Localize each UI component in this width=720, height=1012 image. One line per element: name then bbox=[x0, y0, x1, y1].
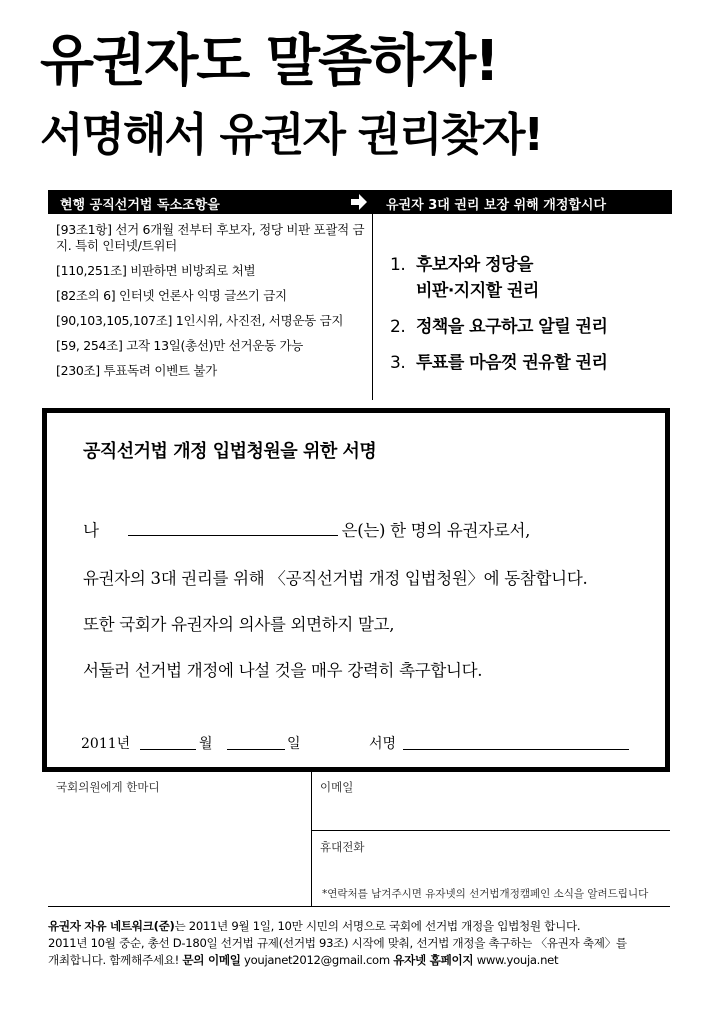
phone-field[interactable] bbox=[316, 855, 670, 883]
right-text-2: 비판·지지할 권리 bbox=[416, 281, 539, 301]
phone-label: 휴대전화 bbox=[320, 840, 365, 854]
email-field[interactable] bbox=[316, 795, 670, 829]
rights-list bbox=[390, 252, 670, 386]
email-label: 이메일 bbox=[320, 780, 354, 794]
date-year: 2011년 bbox=[81, 736, 131, 752]
day-field[interactable] bbox=[227, 735, 285, 750]
right-text: 후보자와 정당을 bbox=[416, 255, 533, 275]
law-list bbox=[56, 222, 366, 388]
homepage-link[interactable]: www.youja.net bbox=[476, 953, 559, 967]
petition-line-4: 서둘러 선거법 개정에 나설 것을 매우 강력히 촉구합니다. bbox=[83, 661, 483, 680]
footer-text bbox=[48, 918, 678, 969]
right-number: 2. bbox=[390, 317, 406, 337]
message-label: 국회의원에게 한마디 bbox=[56, 780, 160, 794]
bar-left-label: 현행 공직선거법 독소조항을 bbox=[60, 198, 220, 213]
contact-label: 문의 이메일 bbox=[182, 953, 241, 967]
page-subtitle: 서명해서 유권자 권리찾자! bbox=[40, 108, 543, 161]
name-field[interactable] bbox=[128, 521, 338, 536]
right-number: 1. bbox=[390, 255, 406, 275]
footer-line-2: 2011년 10월 중순, 총선 D-180일 선거법 규제(선거법 93조) 시작에 맞춰, 선거법 개정을 촉구하는 〈유권자 축제〉를 bbox=[48, 936, 627, 950]
footer-line-3 bbox=[48, 952, 678, 969]
month-field[interactable] bbox=[140, 735, 196, 750]
contact-email-link[interactable]: youjanet2012@gmail.com bbox=[244, 953, 390, 967]
petition-line-1 bbox=[83, 517, 530, 541]
section-header-bar bbox=[48, 190, 672, 214]
date-day: 일 bbox=[287, 736, 301, 752]
form-separator bbox=[312, 830, 670, 831]
footer-org: 유권자 자유 네트워크(준) bbox=[48, 919, 175, 933]
right-item bbox=[390, 252, 670, 304]
page-title: 유권자도 말좀하자! bbox=[40, 29, 498, 94]
right-text: 정책을 요구하고 알릴 권리 bbox=[416, 317, 608, 337]
petition-line-3: 또한 국회가 유권자의 의사를 외면하지 말고, bbox=[83, 615, 395, 634]
footer-line-1 bbox=[48, 918, 678, 935]
list-item: [82조의 6] 인터넷 언론사 익명 글쓰기 금지 bbox=[56, 288, 287, 303]
petition-line-2: 유권자의 3대 권리를 위해 〈공직선거법 개정 입법청원〉에 동참합니다. bbox=[83, 569, 588, 588]
footer-text-1: 는 2011년 9월 1일, 10만 시민의 서명으로 국회에 선거법 개정을 입법청원 합니다. bbox=[174, 919, 581, 933]
footer-text-3: 개최합니다. 함께해주세요! bbox=[48, 953, 180, 967]
date-month: 월 bbox=[199, 736, 213, 752]
list-item: [90,103,105,107조] 1인시위, 사진전, 서명운동 금지 bbox=[56, 313, 344, 328]
right-item bbox=[390, 314, 670, 340]
right-item bbox=[390, 350, 670, 376]
list-item: [59, 254조] 고작 13일(총선)만 선거운동 가능 bbox=[56, 338, 303, 353]
form-divider bbox=[311, 772, 312, 906]
list-item: [230조] 투표독려 이벤트 불가 bbox=[56, 363, 217, 378]
arrow-right-icon bbox=[350, 193, 368, 211]
petition-line-1-rest: 은(는) 한 명의 유권자로서, bbox=[341, 521, 531, 540]
message-field[interactable] bbox=[48, 795, 310, 905]
list-item: [93조1항] 선거 6개월 전부터 후보자, 정당 비판 포괄적 금지. 특히 인터넷/트위터 bbox=[56, 222, 365, 253]
petition-box bbox=[42, 408, 670, 772]
right-number: 3. bbox=[390, 353, 406, 373]
signature-field[interactable] bbox=[403, 735, 629, 750]
column-divider bbox=[372, 214, 373, 400]
right-text: 투표를 마음껏 권유할 권리 bbox=[416, 353, 608, 373]
signature-label: 서명 bbox=[369, 736, 397, 752]
contact-note: *연락처를 남겨주시면 유자넷의 선거법개정캠페인 소식을 알려드립니다 bbox=[322, 888, 649, 900]
petition-pronoun: 나 bbox=[83, 521, 99, 540]
homepage-label: 유자넷 홈페이지 bbox=[393, 953, 474, 967]
petition-title: 공직선거법 개정 입법청원을 위한 서명 bbox=[83, 441, 377, 462]
list-item: [110,251조] 비판하면 비방죄로 처벌 bbox=[56, 263, 256, 278]
form-bottom-rule bbox=[48, 906, 670, 907]
bar-right-label: 유권자 3대 권리 보장 위해 개정합시다 bbox=[386, 198, 607, 213]
